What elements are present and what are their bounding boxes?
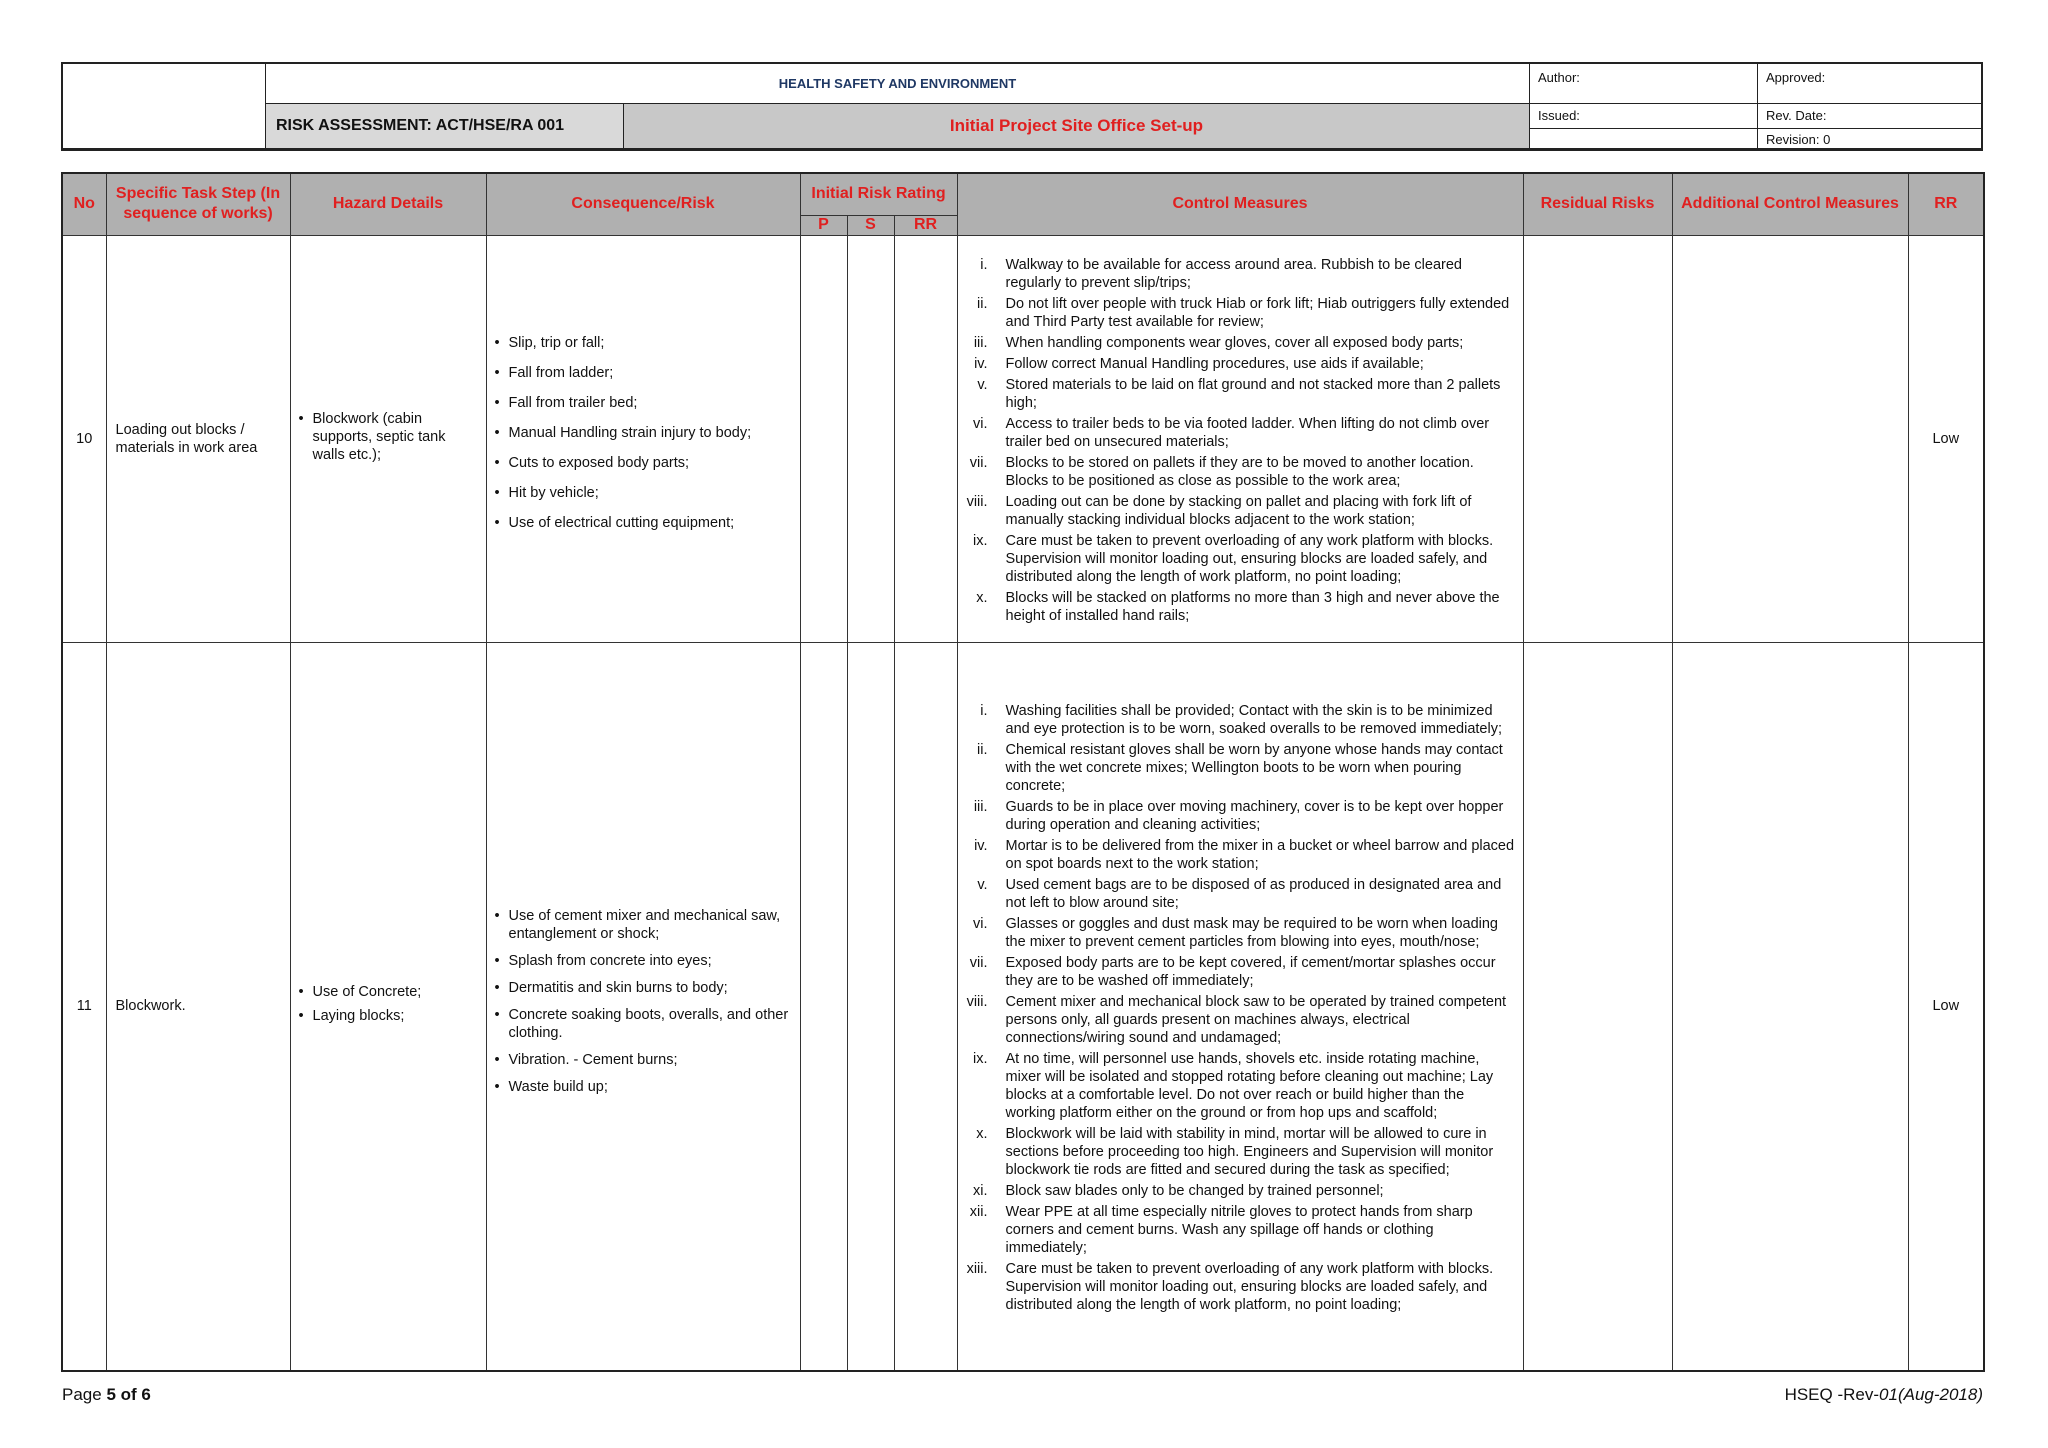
hazard-item: • Laying blocks; — [291, 1007, 486, 1025]
control-measure-number: xii. — [969, 1203, 988, 1220]
col-header-no: No — [62, 173, 106, 235]
task-step: Loading out blocks / materials in work area — [106, 235, 290, 642]
page-of: of — [115, 1385, 142, 1404]
residual-risk-cell — [1523, 642, 1672, 1371]
rev-prefix: HSEQ -Rev- — [1784, 1385, 1880, 1404]
control-measure-number: v. — [977, 376, 988, 393]
page-number — [62, 1385, 151, 1405]
control-measure-number: ix. — [973, 1050, 988, 1067]
control-measure-text: Mortar is to be delivered from the mixer in a bucket or wheel barrow and placed on spot boards next to the work station; — [1005, 837, 1515, 872]
logo-area — [63, 64, 266, 149]
control-measure-text: Blocks will be stacked on platforms no more than 3 high and never above the height of installed hand rails; — [1005, 589, 1500, 624]
col-header-consequence: Consequence/Risk — [486, 173, 800, 235]
control-measure-item — [958, 876, 1519, 912]
control-measure-item — [958, 1203, 1519, 1257]
control-measure-text: Glasses or goggles and dust mask may be required to be worn when loading the mixer to prevent cement particles from blowing into eyes, mouth/nose; — [1005, 915, 1498, 950]
risk-s-cell — [847, 642, 894, 1371]
consequence-item: • Use of cement mixer and mechanical saw, entanglement or shock; — [487, 907, 800, 943]
risk-p-cell — [800, 235, 847, 642]
col-header-hazard: Hazard Details — [290, 173, 486, 235]
control-measure-number: ix. — [973, 532, 988, 549]
page-total: 6 — [141, 1385, 151, 1404]
risk-rr-cell — [894, 235, 957, 642]
control-measure-item — [958, 295, 1519, 331]
control-measure-item — [958, 1050, 1519, 1122]
table-row — [62, 235, 1984, 642]
rev-date-field: Rev. Date: — [1758, 104, 1981, 129]
control-measure-number: i. — [980, 256, 988, 273]
hazard-item: • Use of Concrete; — [291, 983, 486, 1001]
col-header-p: P — [800, 215, 847, 235]
consequence-item: • Fall from ladder; — [487, 364, 800, 382]
control-measure-item — [958, 954, 1519, 990]
col-header-task: Specific Task Step (In sequence of works) — [106, 173, 290, 235]
col-header-initial-risk: Initial Risk Rating — [800, 173, 957, 215]
control-measure-item — [958, 993, 1519, 1047]
consequence-item: • Waste build up; — [487, 1078, 800, 1096]
control-measure-number: viii. — [966, 993, 988, 1010]
col-header-residual: Residual Risks — [1523, 173, 1672, 235]
control-measure-number: vi. — [973, 915, 988, 932]
col-header-rr: RR — [1908, 173, 1984, 235]
table-row — [62, 642, 1984, 1371]
control-measure-text: Used cement bags are to be disposed of as produced in designated area and not left to blow around site; — [1005, 876, 1502, 911]
risk-rr-cell — [894, 642, 957, 1371]
control-measure-text: Care must be taken to prevent overloading of any work platform with blocks. Supervision will monitor loading out, ensuring blocks are loaded safely, and distributed along the length of work platform, no point loading; — [1005, 1260, 1494, 1313]
control-measure-number: v. — [977, 876, 988, 893]
control-measure-item — [958, 415, 1519, 451]
consequence-cell — [486, 642, 800, 1371]
additional-control-cell — [1672, 642, 1908, 1371]
header-row — [62, 173, 1984, 215]
rr-value: Low — [1908, 235, 1984, 642]
control-measure-item — [958, 741, 1519, 795]
control-measure-text: Follow correct Manual Handling procedures, use aids if available; — [1005, 355, 1424, 372]
task-step: Blockwork. — [106, 642, 290, 1371]
control-measure-text: Guards to be in place over moving machinery, cover is to be kept over hopper during operation and cleaning activities; — [1005, 798, 1504, 833]
page-current: 5 — [106, 1385, 116, 1404]
control-measure-number: iv. — [974, 355, 988, 372]
page-prefix: Page — [62, 1385, 107, 1404]
issued-field: Issued: — [1530, 104, 1758, 129]
consequence-item: • Splash from concrete into eyes; — [487, 952, 800, 970]
control-measure-item — [958, 493, 1519, 529]
consequence-item: • Vibration. - Cement burns; — [487, 1051, 800, 1069]
control-measure-item — [958, 837, 1519, 873]
col-header-s: S — [847, 215, 894, 235]
residual-risk-cell — [1523, 235, 1672, 642]
control-measure-item — [958, 589, 1519, 625]
control-measure-number: iii. — [973, 334, 988, 351]
control-measure-text: Chemical resistant gloves shall be worn by anyone whose hands may contact with the wet concrete mixes; Wellington boots to be worn when pouring concrete; — [1005, 741, 1503, 794]
control-measure-text: Do not lift over people with truck Hiab or fork lift; Hiab outriggers fully extended and Third Party test available for review; — [1005, 295, 1510, 330]
col-header-control: Control Measures — [957, 173, 1523, 235]
control-measure-text: Exposed body parts are to be kept covered, if cement/mortar splashes occur they are to be washed off immediately; — [1005, 954, 1496, 989]
control-measure-text: Washing facilities shall be provided; Contact with the skin is to be minimized and eye protection is to be worn, soaked overalls to be removed immediately; — [1005, 702, 1502, 737]
control-measure-item — [958, 1260, 1519, 1314]
control-measure-item — [958, 334, 1519, 352]
control-measure-text: Access to trailer beds to be via footed ladder. When lifting do not climb over trailer bed on unsecured materials; — [1005, 415, 1490, 450]
rr-value: Low — [1908, 642, 1984, 1371]
consequence-item: • Concrete soaking boots, overalls, and other clothing. — [487, 1006, 800, 1042]
control-measure-item — [958, 355, 1519, 373]
control-measure-text: Care must be taken to prevent overloading of any work platform with blocks. Supervision will monitor loading out, ensuring blocks are loaded safely, and distributed along the length of work platform, no point loading; — [1005, 532, 1494, 585]
consequence-item: • Fall from trailer bed; — [487, 394, 800, 412]
control-measure-text: Loading out can be done by stacking on pallet and placing with fork lift of manually stacking individual blocks adjacent to the work station; — [1005, 493, 1472, 528]
consequence-item: • Manual Handling strain injury to body; — [487, 424, 800, 442]
assessment-subject: Initial Project Site Office Set-up — [624, 104, 1530, 149]
col-header-rr-sub: RR — [894, 215, 957, 235]
hazard-cell — [290, 235, 486, 642]
control-measure-number: ii. — [977, 295, 988, 312]
control-measure-number: iii. — [973, 798, 988, 815]
control-measure-number: vi. — [973, 415, 988, 432]
control-measure-number: xi. — [973, 1182, 988, 1199]
control-measure-number: vii. — [969, 954, 988, 971]
control-measure-text: At no time, will personnel use hands, shovels etc. inside rotating machine, mixer will be isolated and stopped rotating before cleaning out machine; Lay blocks at a comfortable level. Do not over reach or build higher than the working platform either on the ground or from hop ups and scaffold; — [1005, 1050, 1494, 1121]
control-measure-text: Blockwork will be laid with stability in mind, mortar will be allowed to cure in sections before proceeding too high. Engineers and Supervision will monitor blockwork tie rods are fitted and secured during the task as specified; — [1005, 1125, 1494, 1178]
control-measure-text: Wear PPE at all time especially nitrile gloves to protect hands from sharp corners and cement burns. Wash any spillage off hands or clothing immediately; — [1005, 1203, 1473, 1256]
control-measure-item — [958, 256, 1519, 292]
control-measure-item — [958, 702, 1519, 738]
control-measures-cell — [957, 235, 1523, 642]
control-measure-item — [958, 1125, 1519, 1179]
control-measure-item — [958, 532, 1519, 586]
additional-control-cell — [1672, 235, 1908, 642]
control-measure-number: i. — [980, 702, 988, 719]
control-measure-text: When handling components wear gloves, cover all exposed body parts; — [1005, 334, 1464, 351]
control-measure-item — [958, 915, 1519, 951]
control-measure-item — [958, 376, 1519, 412]
hazard-cell — [290, 642, 486, 1371]
rev-date: 01(Aug-2018) — [1879, 1385, 1983, 1404]
control-measure-item — [958, 798, 1519, 834]
control-measure-number: viii. — [966, 493, 988, 510]
consequence-cell — [486, 235, 800, 642]
control-measure-text: Stored materials to be laid on flat ground and not stacked more than 2 pallets high; — [1005, 376, 1501, 411]
control-measure-text: Cement mixer and mechanical block saw to be operated by trained competent persons only, all guards present on machines always, electrical connections/wiring sound and undamaged; — [1005, 993, 1507, 1046]
control-measure-number: x. — [976, 589, 988, 606]
control-measure-text: Blocks to be stored on pallets if they are to be moved to another location. Blocks to be positioned as close as possible to the work area; — [1005, 454, 1474, 489]
consequence-item: • Dermatitis and skin burns to body; — [487, 979, 800, 997]
approved-field: Approved: — [1758, 64, 1981, 104]
revision-footer — [1785, 1385, 1983, 1405]
issued-value — [1530, 129, 1758, 149]
control-measure-text: Walkway to be available for access around area. Rubbish to be cleared regularly to prevent slip/trips; — [1005, 256, 1462, 291]
control-measure-number: vii. — [969, 454, 988, 471]
author-field: Author: — [1530, 64, 1758, 104]
control-measure-item — [958, 454, 1519, 490]
risk-assessment-ref: RISK ASSESSMENT: ACT/HSE/RA 001 — [266, 104, 624, 149]
consequence-item: • Use of electrical cutting equipment; — [487, 514, 800, 532]
risk-assessment-table — [61, 172, 1985, 1372]
row-number: 10 — [62, 235, 106, 642]
document-header — [61, 62, 1983, 151]
control-measure-number: ii. — [977, 741, 988, 758]
control-measure-text: Block saw blades only to be changed by trained personnel; — [1005, 1182, 1384, 1199]
control-measure-item — [958, 1182, 1519, 1200]
consequence-item: • Cuts to exposed body parts; — [487, 454, 800, 472]
consequence-item: • Slip, trip or fall; — [487, 334, 800, 352]
control-measure-number: x. — [976, 1125, 988, 1142]
consequence-item: • Hit by vehicle; — [487, 484, 800, 502]
control-measure-number: iv. — [974, 837, 988, 854]
row-number: 11 — [62, 642, 106, 1371]
revision-field: Revision: 0 — [1758, 129, 1981, 149]
hazard-item: • Blockwork (cabin supports, septic tank walls etc.); — [291, 410, 486, 464]
control-measure-number: xiii. — [966, 1260, 988, 1277]
risk-s-cell — [847, 235, 894, 642]
risk-p-cell — [800, 642, 847, 1371]
header-title: HEALTH SAFETY AND ENVIRONMENT — [266, 64, 1530, 104]
col-header-additional: Additional Control Measures — [1672, 173, 1908, 235]
control-measures-cell — [957, 642, 1523, 1371]
